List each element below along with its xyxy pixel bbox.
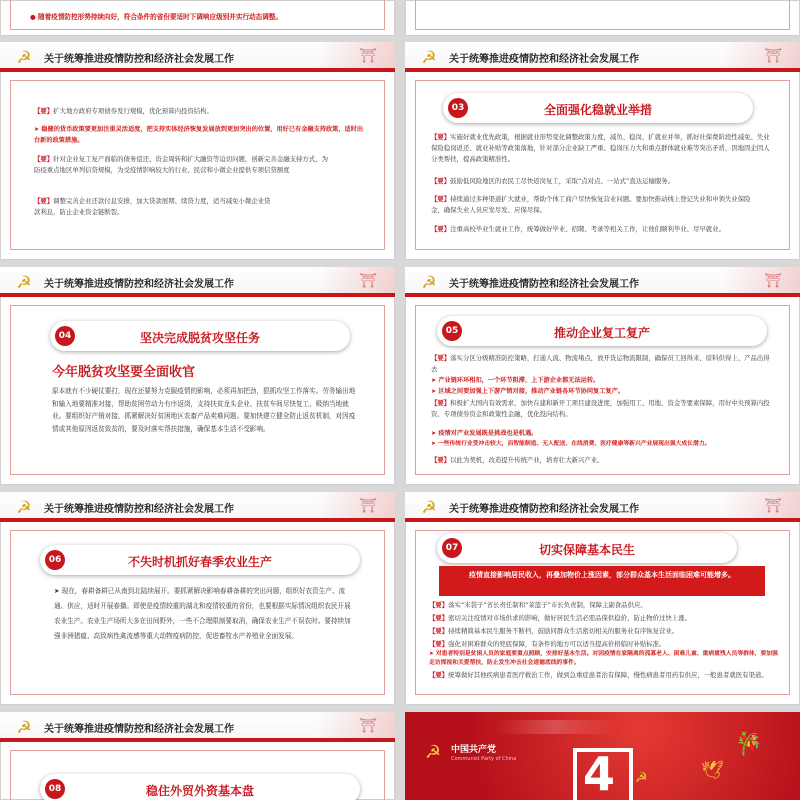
section-heading-pill [50,321,350,351]
header-red-bar [0,68,395,72]
tiananmen-decoration-icon: ⛩ [315,492,395,518]
paragraph: 【要】以此为契机，改造提升传统产业，培育壮大新兴产业。 [431,456,604,464]
paragraph: 【要】实施好就业优先政策，根据就业形势变化调整政策力度，减负、稳岗、扩就业并举，抓好社保费阶段性减免、失业保险稳岗返还、就业补贴等政策落地，针对部分企业缺工严重、稳岗压力大和重点群体就业难等突出矛盾，因地因企因人分类帮扶，提高政策精准性。 [431,133,770,163]
slide-agriculture[interactable] [0,492,395,705]
paragraph: 【要】持续通过多种渠道扩大就业，帮助个体工商户尽快恢复营业问题。要加快推动线上登记失业和申领失业保险金，确保失业人员应发尽发、应保尽保。 [431,195,751,214]
paragraph: 【要】统筹做好其他疾病患者医疗救治工作，做到急重症患者治有保障，慢性病患者用药有供应，一般患者就医有渠道。 [429,671,768,679]
policy-highlight: ➤ 区域之间要加强上下游产销对接，推动产业链各环节协同复工复产。 [431,388,624,395]
header-red-bar [405,68,800,72]
paragraph: 【要】落实“米袋子”省长责任制和“菜篮子”市长负责制，保障主副食品供应。 [429,601,647,609]
slide-header [0,42,395,72]
paragraph: 【要】调整完善企业还款付息安排，加大贷款展期、续贷力度，适当减免小微企业贷款利息，防止企业资金链断裂。 [34,197,271,216]
section-heading: 全面强化稳就业举措 [543,103,652,117]
paragraph: 【要】密切关注疫情对市场供求的影响，做好居民生活必需品保供稳价，防止物价过快上涨。 [429,614,692,622]
slide-header [405,492,800,522]
tiananmen-decoration-icon: ⛩ [315,712,395,738]
section-number-badge: 07 [442,538,462,558]
slide-finance[interactable] [0,42,395,260]
paragraph: 【要】积极扩大国内有效需求，加快在建和新开工项目建设进度，加强用工、用地、资金等要素保障，用好中央预算内投资、专项债券资金和政策性金融，优化投向结构。 [431,399,770,418]
bamboo-decoration-icon: 🎋 [735,732,763,757]
header-red-bar [0,293,395,297]
section-heading: 不失时机抓好春季农业生产 [127,555,272,569]
tiananmen-decoration-icon [495,720,615,734]
cover-brand: 中国共产党 [451,745,497,755]
notice-text: ● 随着疫情防控形势持续向好，符合条件的省份要适时下调响应级别并实行动态调整。 [30,13,283,21]
paragraph: 【要】鼓励低风险地区的农民工尽快返岗复工，采取“点对点、一站式”直达运输服务。 [431,177,675,185]
section-number-badge: 08 [45,779,65,799]
paragraph: 【要】强化对困难群众的兜底保障，有条件的地方可以适当提高价格临时补贴标准。 [429,640,666,648]
slide-top-right[interactable] [405,0,800,36]
section-heading-pill [437,533,737,563]
header-title: 关于统筹推进疫情防控和经济社会发展工作 [44,279,234,290]
subheading: 今年脱贫攻坚要全面收官 [52,365,196,380]
header-title: 关于统筹推进疫情防控和经济社会发展工作 [44,54,234,65]
party-emblem-icon: ☭ [421,48,437,68]
section-heading: 坚决完成脱贫攻坚任务 [139,331,260,345]
policy-highlight: ➤ 产业链环环相扣，一个环节阻滞，上下游企业都无法运转。 [431,377,600,384]
header-title: 关于统筹推进疫情防控和经济社会发展工作 [449,504,639,515]
dove-icon: 🕊 [701,760,724,781]
slide-top-left[interactable] [0,0,395,36]
header-red-bar [0,518,395,522]
party-flag-icon: ☭ [635,770,648,786]
slide-header [0,267,395,297]
slide-poverty[interactable] [0,267,395,485]
paragraph: 【要】针对企业复工复产面临的债务偿还、资金周转和扩大融资等迫切问题，创新完善金融支持方式，为防疫重点地区单列信贷规模，为受疫情影响较大的行业、民营和小微企业提供专项信贷额度 [34,155,328,174]
policy-highlight: ➤ 疫情对产业发展既是挑战也是机遇。 [431,430,538,437]
header-title: 关于统筹推进疫情防控和经济社会发展工作 [44,724,234,735]
section-heading-pill [40,774,360,800]
tiananmen-decoration-icon: ⛩ [720,42,800,68]
slide-header [405,267,800,297]
party-emblem-icon: ☭ [16,718,32,738]
cover-number: 4 [583,747,616,800]
tiananmen-decoration-icon: ⛩ [315,42,395,68]
party-emblem-icon: ☭ [16,498,32,518]
tiananmen-decoration-icon: ⛩ [720,267,800,293]
header-red-bar [0,738,395,742]
party-emblem-icon: ☭ [16,48,32,68]
header-red-bar [405,293,800,297]
slide-cover[interactable] [405,712,800,800]
party-emblem-icon: ☭ [421,498,437,518]
paragraph: 【要】落实分区分级精准防控策略，打通人流、物流堵点，放开货运物流限制，确保员工回得来、原料供得上、产品出得去 [431,354,770,373]
tiananmen-decoration-icon: ⛩ [720,492,800,518]
party-emblem-icon: ☭ [16,273,32,293]
paragraph: 【要】扩大地方政府专项债券发行规模，优化预算内投资结构。 [34,107,213,115]
slide-employment[interactable] [405,42,800,260]
policy-highlight: ➤ 稳健的货币政策要更加注重灵活适度，把支持实体经济恢复发展放到更加突出的位置，用好已有金融支持政策，适时出台新的政策措施。 [34,126,364,144]
warning-banner: 疫情直接影响居民收入，再叠加物价上涨因素，部分群众基本生活面临困难可能增多。 [439,566,765,596]
paragraph: 【要】持续精简基本民生服务不断档，鼓励同群众生活密切相关的服务业有序恢复营业。 [429,627,679,635]
paragraph: 【要】注重高校毕业生就业工作，统筹做好毕业、招聘、考录等相关工作，让他们顺利毕业、尽早就业。 [431,225,725,233]
party-emblem-icon: ☭ [425,742,442,763]
section-number-badge: 03 [448,98,468,118]
section-heading-pill [40,545,360,575]
section-number-badge: 06 [45,550,65,570]
header-title: 关于统筹推进疫情防控和经济社会发展工作 [449,54,639,65]
slide-foreign-trade[interactable] [0,712,395,800]
policy-highlight: ➤ 对患者特别是贫困人员的家庭要重点照顾，安排好基本生活。对因疫情在家隔离的孤寡老人、困难儿童、重病重残人员等群体，要加强走访探视和关爱帮扶，防止发生冲击社会道德底线的事件。 [429,651,778,666]
header-red-bar [405,518,800,522]
header-title: 关于统筹推进疫情防控和经济社会发展工作 [44,504,234,515]
section-heading: 推动企业复工复产 [553,326,650,340]
section-heading: 稳住外贸外资基本盘 [145,784,254,798]
cover-brand-en: Communist Party of China [451,756,517,762]
slide-header [0,712,395,742]
section-heading: 切实保障基本民生 [538,543,635,557]
slide-header [0,492,395,522]
slide-livelihood[interactable] [405,492,800,705]
header-title: 关于统筹推进疫情防控和经济社会发展工作 [449,279,639,290]
section-heading-pill [437,316,767,346]
section-number-badge: 05 [442,321,462,341]
paragraph: 原本就有不少硬仗要打，现在还要努力克服疫情的影响，必须再加把劲，狠抓攻坚工作落实。劳务输出地和输入地要精准对接，帮助贫困劳动力有序返岗，支持扶贫龙头企业、扶贫车间尽快复工，吸纳当地就业。要组织好产销对接，抓紧解决好贫困地区农畜产品卖难问题。要加快建立健全防止返贫机制，对因疫情或其他原因返贫致贫的，要及时落实帮扶措施，确保基本生活不受影响。 [52,387,356,433]
party-emblem-icon: ☭ [421,273,437,293]
policy-highlight: ➤ 一些传统行业受冲击较大，而智能制造、无人配送、在线消费、医疗健康等新兴产业展现出强大成长潜力。 [431,441,711,447]
section-heading-pill [443,93,753,123]
section-number-badge: 04 [55,326,75,346]
slide-inner-frame [415,0,790,30]
slide-header [405,42,800,72]
tiananmen-decoration-icon: ⛩ [315,267,395,293]
slide-resume-work[interactable] [405,267,800,485]
paragraph: ➤ 现在，春耕备耕已从南到北陆续展开。要抓紧解决影响春耕备耕的突出问题，组织好农资生产、流通、供应，适时开展春播。即使是疫情较重的湖北和疫情较重的省份，也要根据实际情况组织农民开展农业生产。农业生产场所大多在田间野外，一些不合理限制要取消，确保农业生产不误农时。要持续加强非洲猪瘟、高致病性禽流感等重大动物疫病防控，促进畜牧水产养殖业全面发展。 [54,587,351,640]
